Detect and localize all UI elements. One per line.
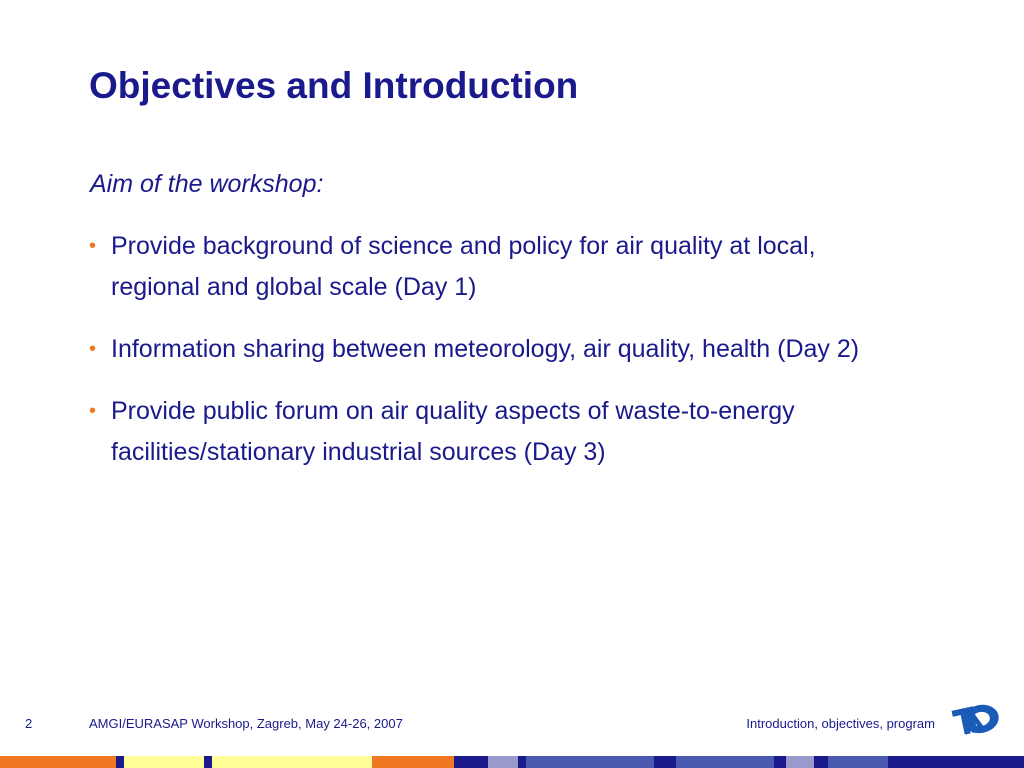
slide-footer bbox=[0, 712, 1024, 736]
page-number: 2 bbox=[25, 716, 33, 731]
bullet-text-line: Provide background of science and policy for air quality at local, bbox=[111, 232, 816, 260]
slide-subtitle: Aim of the workshop: bbox=[90, 170, 324, 198]
bullet-text-line: Provide public forum on air quality aspects of waste-to-energy bbox=[111, 397, 795, 425]
slide-title: Objectives and Introduction bbox=[89, 65, 579, 106]
bullet-item bbox=[89, 226, 989, 308]
bullet-marker: • bbox=[89, 338, 97, 360]
bullet-item bbox=[89, 329, 989, 370]
bullet-text-line: regional and global scale (Day 1) bbox=[111, 273, 477, 301]
tno-logo-icon bbox=[950, 698, 1002, 742]
bullet-list bbox=[89, 226, 989, 494]
bottom-color-stripe bbox=[0, 756, 1024, 768]
footer-section-text: Introduction, objectives, program bbox=[746, 716, 935, 731]
bullet-item bbox=[89, 391, 989, 473]
bullet-marker: • bbox=[89, 235, 97, 257]
bullet-text-line: facilities/stationary industrial sources (Day 3) bbox=[111, 438, 606, 466]
bullet-text-line: Information sharing between meteorology, air quality, health (Day 2) bbox=[111, 335, 860, 363]
bullet-marker: • bbox=[89, 400, 97, 422]
footer-event-text: AMGI/EURASAP Workshop, Zagreb, May 24-26, 2007 bbox=[89, 716, 403, 731]
